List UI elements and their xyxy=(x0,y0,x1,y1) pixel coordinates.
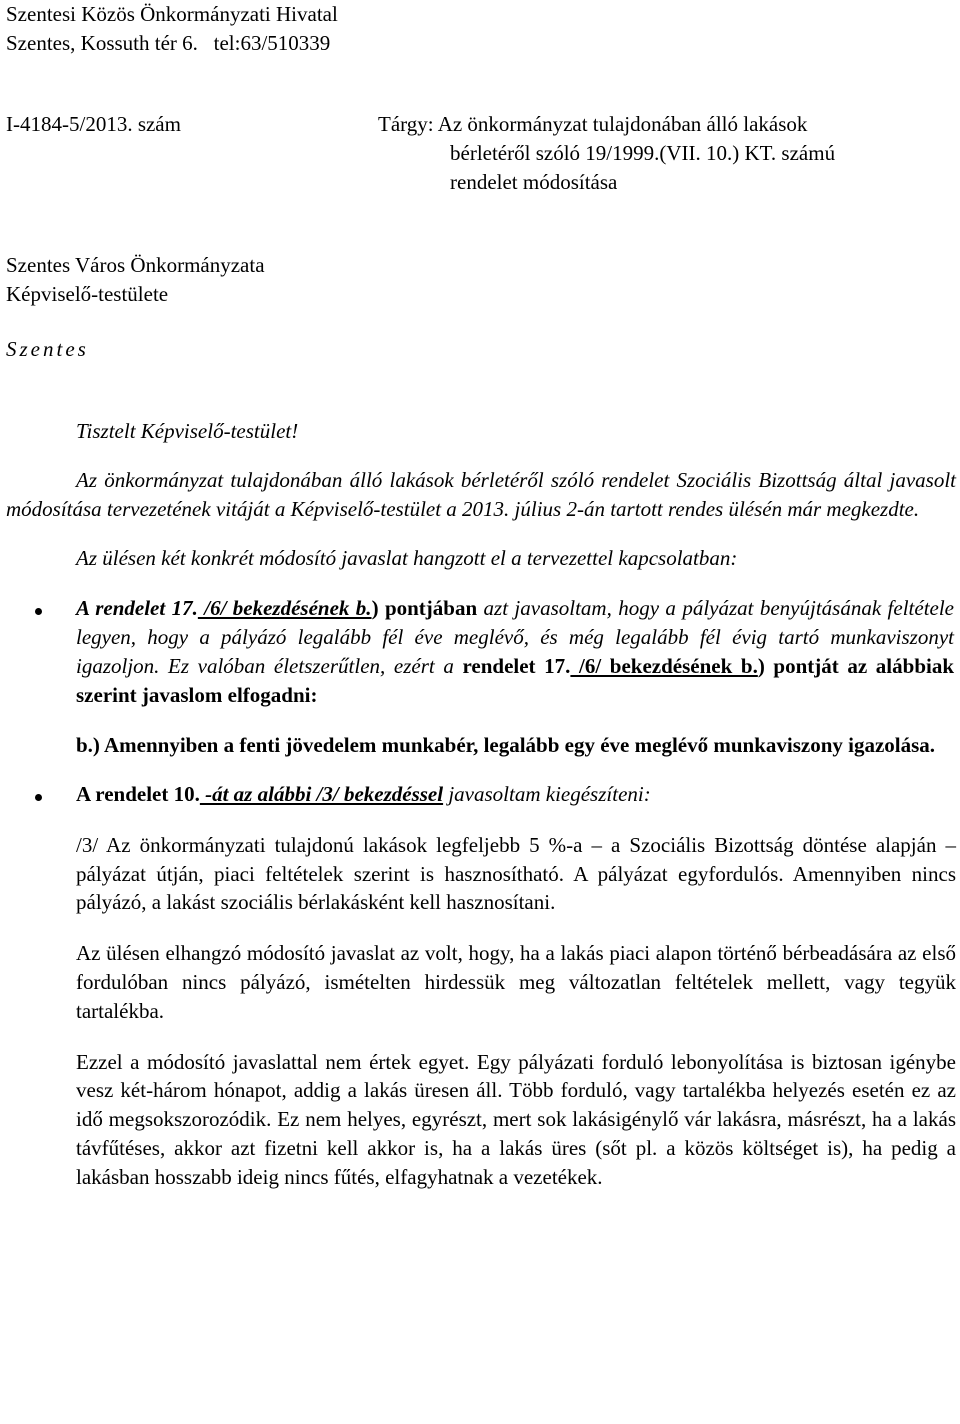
bullet-icon xyxy=(35,608,42,615)
recipient-line-2: Képviselő-testülete xyxy=(6,281,169,306)
proposal-1-text: b.) Amennyiben a fenti jövedelem munkabér, legalább egy éve meglévő munkaviszony igazolása. xyxy=(76,733,936,758)
office-name: Szentesi Közös Önkormányzati Hivatal xyxy=(6,2,338,26)
recipient-line-1: Szentes Város Önkormányzata xyxy=(6,253,265,277)
session-proposal-paragraph: Az ülésen elhangzó módosító javaslat az volt, hogy, ha a lakás piaci alapon történő bérbeadására az első fordulóban nincs pályázó, ismételten hirdessük meg változatlan feltételek mellett, vagy tegyük tartalékba. xyxy=(76,941,956,1023)
item1-text: azt javasoltam, hogy a pályázat benyújtásának feltétele legyen, hogy a pályázó legalább fél éve meglévő, és még legalább fél évig tartó munkaviszonyt igazoljon. Ez valóban életszerűtlen, ezért a xyxy=(76,596,955,678)
proposal-2-text: /3/ Az önkormányzati tulajdonú lakások legfeljebb 5 %-a – a Szociális Bizottság döntése alapján – pályázat útján, piaci feltételek szerint is hasznosítható. A pályázat egyfordulós. Amennyiben nincs pályázó, a lakást szociális bérlakásként kell hasznosítani. xyxy=(76,832,956,915)
bullet-icon xyxy=(35,794,42,801)
subject-line-3: rendelet módosítása xyxy=(450,170,618,194)
item1-ref-tail: ) pontjában xyxy=(371,596,478,621)
reference-block xyxy=(6,110,956,197)
item2-ref: A rendelet 10. xyxy=(76,782,200,807)
item1-ref-underlined: /6/ bekezdésének b. xyxy=(197,596,372,621)
reference-number: I-4184-5/2013. szám xyxy=(6,112,181,136)
proposals-intro: Az ülésen két konkrét módosító javaslat hangzott el a tervezettel kapcsolatban: xyxy=(76,545,738,570)
recipient-block xyxy=(6,251,956,309)
disagreement-paragraph: Ezzel a módosító javaslattal nem értek egyet. Egy pályázati forduló lebonyolítása is biztosan igénybe vesz két-három hónapot, addig a lakás üresen áll. Több forduló, vagy tartalékba helyezés esetén ez az idő megsokszorozódik. Ez nem helyes, egyrészt, mert sok lakásigénylő vár lakásra, másrészt, ha a lakás távfűtéses, akkor azt fizetni kell akkor is, ha a lakás üres (sőt pl. a közös költséget is), ha pedig a lakásban hosszabb ideig nincs fűtés, elfagyhatnak a vezetékek. xyxy=(76,1049,956,1189)
item1-ref-2-tail: ) pontját az alábbiak szerint javaslom elfogadni: xyxy=(76,653,955,707)
proposal-item-1 xyxy=(6,594,954,709)
item1-ref: A rendelet 17. xyxy=(76,596,198,621)
subject-block xyxy=(378,110,898,197)
office-address: Szentes, Kossuth tér 6. tel:63/510339 xyxy=(6,31,331,55)
subject-line-1: Tárgy: Az önkormányzat tulajdonában álló lakások xyxy=(378,112,808,136)
greeting: Tisztelt Képviselő-testület! xyxy=(76,419,299,444)
intro-paragraph: Az önkormányzat tulajdonában álló lakások bérletéről szóló rendelet Szociális Bizottság által javasolt módosítása tervezetének vitáját a Képviselő-testület a 2013. július 2-án tartott rendes ülésén már megkezdte. xyxy=(6,468,956,521)
letterhead xyxy=(6,0,956,58)
item2-ref-underlined: -át az alábbi /3/ bekezdéssel xyxy=(199,782,444,807)
item1-ref-2: rendelet 17. xyxy=(462,653,571,678)
document-page xyxy=(6,0,956,1191)
item2-text: javasoltam kiegészíteni: xyxy=(443,782,651,807)
subject-line-2: bérletéről szóló 19/1999.(VII. 10.) KT. számú xyxy=(450,141,836,165)
item1-ref-2-underlined: /6/ bekezdésének b. xyxy=(570,653,758,678)
proposal-item-2 xyxy=(6,780,954,809)
recipient-city: Szentes xyxy=(6,336,89,361)
